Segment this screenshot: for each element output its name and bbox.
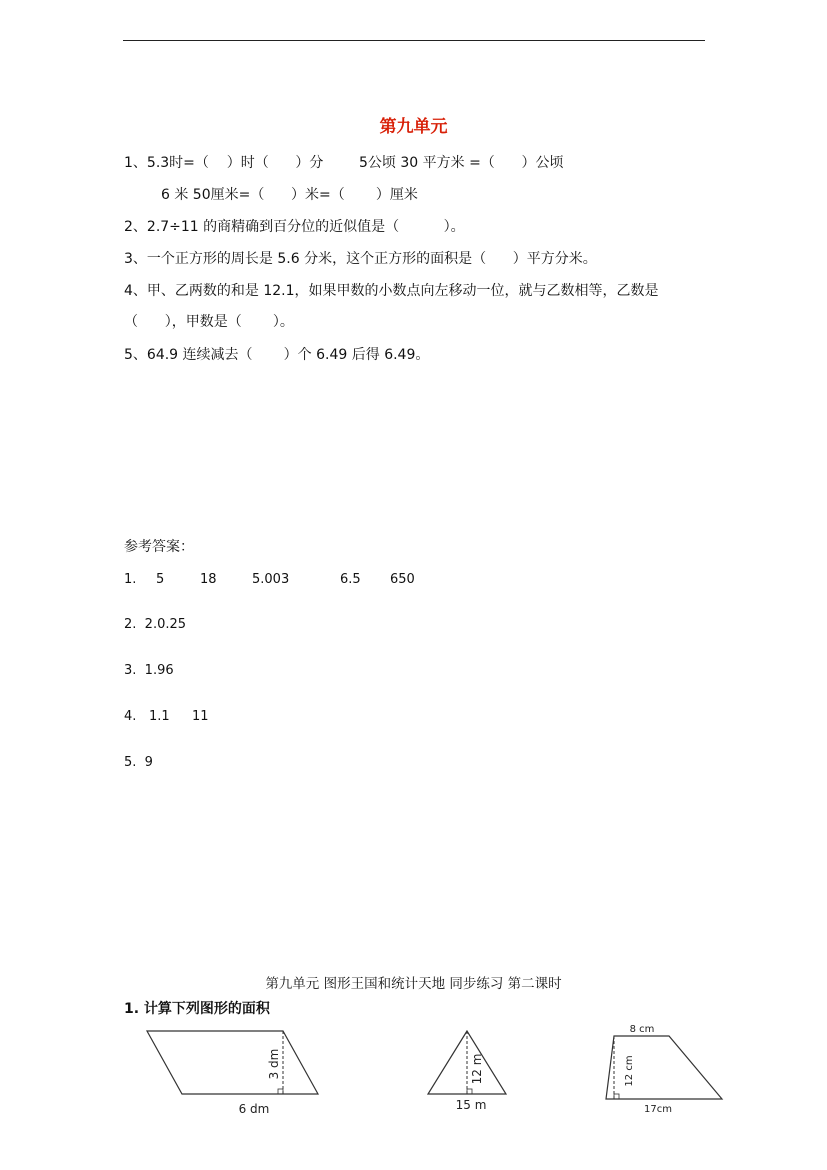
answer-4-number: 4. xyxy=(124,709,137,724)
page-title: 第九单元 xyxy=(379,117,448,137)
answer-5: 5. 9 xyxy=(124,755,153,770)
parallelogram-figure xyxy=(147,1031,318,1116)
triangle-height-label: 12 m xyxy=(470,1053,484,1085)
question-5: 5、64.9 连续减去（ ）个 6.49 后得 6.49。 xyxy=(124,347,430,363)
section-heading: 1. 计算下列图形的面积 xyxy=(124,1001,270,1017)
answer-1-value: 650 xyxy=(390,572,415,587)
question-2: 2、2.7÷11 的商精确到百分位的近似值是（ ）。 xyxy=(124,219,465,235)
answer-1-value: 5 xyxy=(156,572,165,587)
question-3: 3、一个正方形的周长是 5.6 分米，这个正方形的面积是（ ）平方分米。 xyxy=(124,251,597,267)
trapezoid-figure xyxy=(606,1024,722,1115)
lesson-subtitle: 第九单元 图形王国和统计天地 同步练习 第二课时 xyxy=(265,976,562,992)
answers-heading: 参考答案： xyxy=(124,539,194,555)
trapezoid-top-label: 8 cm xyxy=(629,1024,655,1035)
question-4a: 4、甲、乙两数的和是 12.1，如果甲数的小数点向左移动一位，就与乙数相等，乙数是 xyxy=(124,283,659,299)
answer-3: 3. 1.96 xyxy=(124,663,174,678)
answer-1-value: 18 xyxy=(200,572,217,587)
answer-2: 2. 2.0.25 xyxy=(124,617,187,632)
parallelogram-base-label: 6 dm xyxy=(238,1102,270,1116)
answer-1-number: 1. xyxy=(124,572,137,587)
question-4b: （ ），甲数是（ ）。 xyxy=(124,314,294,330)
answer-1-value: 6.5 xyxy=(340,572,361,587)
question-1b: 6 米 50厘米=（ ）米=（ ）厘米 xyxy=(161,187,418,203)
trapezoid-bottom-label: 17cm xyxy=(644,1104,672,1115)
parallelogram-height-label: 3 dm xyxy=(267,1048,281,1080)
answer-4-value: 11 xyxy=(192,709,209,724)
triangle-base-label: 15 m xyxy=(455,1098,487,1112)
answer-1-value: 5.003 xyxy=(252,572,290,587)
trapezoid-height-label: 12 cm xyxy=(624,1055,635,1087)
triangle-figure xyxy=(428,1031,506,1112)
answer-4-value: 1.1 xyxy=(149,709,170,724)
question-1a: 1、5.3时=（ ）时（ ）分 5公顷 30 平方米 =（ ）公顷 xyxy=(124,155,564,171)
